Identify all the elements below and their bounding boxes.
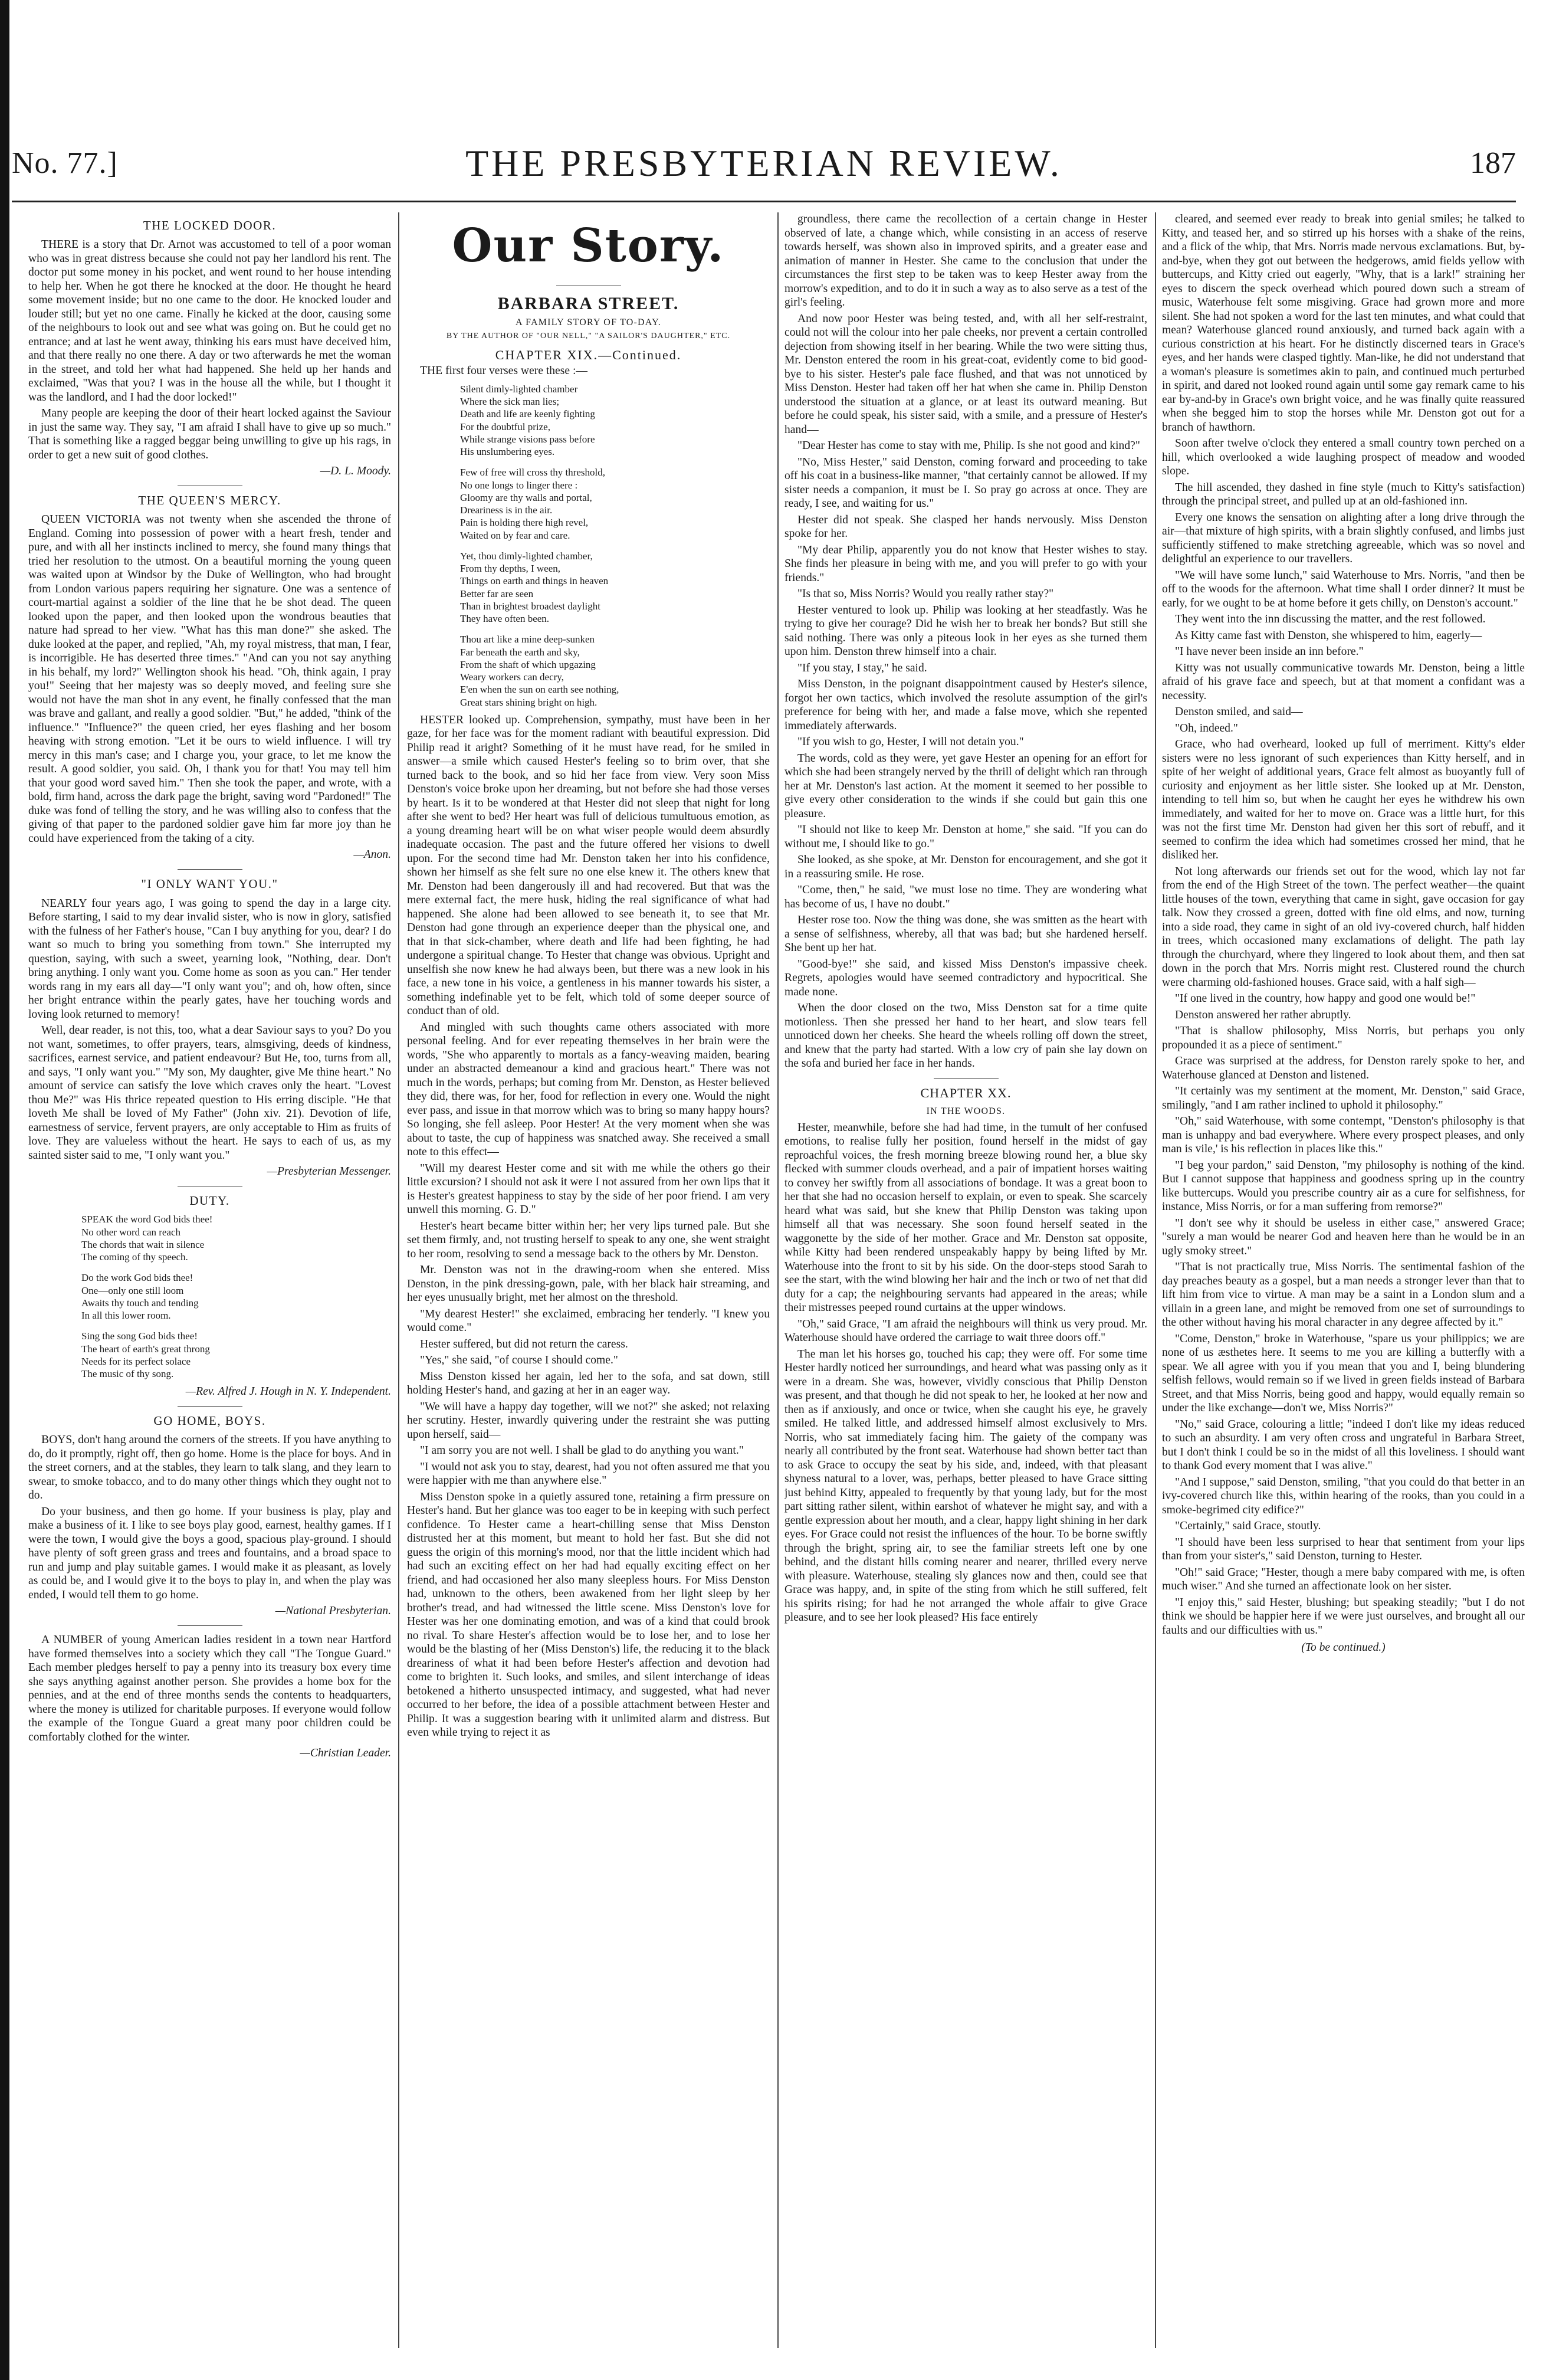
poem-line: Better far are seen: [460, 588, 534, 599]
poem-line: Where the sick man lies;: [460, 396, 560, 408]
chapter-heading: CHAPTER XIX.—Continued.: [495, 348, 682, 363]
poem-line: Weary workers can decry,: [460, 671, 564, 683]
story-paragraph: "Oh," said Waterhouse, with some contempt, "Denston's philosophy is that man is unhappy and bad everywhere. Where every prospect pleases, and only man is vile,' is his reflection in places like this.": [1162, 1115, 1525, 1155]
poem-line: One—only one still loom: [81, 1284, 184, 1296]
column-rule: [398, 212, 399, 2348]
poem-line: Dreariness is in the air.: [460, 504, 553, 516]
story-paragraph: "I don't see why it should be useless in either case," answered Grace; "surely a man would be nearer God and heaven here than he would be in an ugly smoky street.": [1162, 1217, 1525, 1257]
article-paragraph: Many people are keeping the door of their heart locked against the Saviour in just the same way. They say, "I am afraid I shall have to give up so much." That is something like a ragged beggar being unwilling to give up his rags, in order to get a new suit of good clothes.: [28, 407, 391, 461]
story-paragraph: "My dearest Hester!" she exclaimed, embracing her tenderly. "I knew you would come.": [407, 1307, 770, 1335]
story-paragraph: "I am sorry you are not well. I shall be glad to do anything you want.": [420, 1444, 744, 1457]
story-paragraph: "Is that so, Miss Norris? Would you really rather stay?": [797, 588, 1054, 600]
poem-line: Silent dimly-lighted chamber: [460, 383, 578, 395]
story-paragraph: Grace was surprised at the address, for Denston rarely spoke to her, and Waterhouse glanced at Denston and listened.: [1162, 1055, 1525, 1081]
issue-number: No. 77.]: [12, 146, 118, 180]
poem-line: Sing the song God bids thee!: [81, 1330, 198, 1342]
story-paragraph: Mr. Denston was not in the drawing-room when she entered. Miss Denston, in the pink dressing-gown, pale, with her black hair streaming, and her eyes unusually bright, met her almost on the threshold.: [407, 1264, 770, 1304]
story-paragraph: "Come, Denston," broke in Waterhouse, "spare us your philippics; we are none of us æsthetes here. It seems to me you are killing a butterfly with a spear. We all agree with you if you mean that you and I, being blundering selfish fellows, would remain so if we lived in green fields instead of Barbara Street, and that Miss Norris, being good and happy, would equally remain so under the like exchange—don't we, Miss Norris?": [1162, 1332, 1525, 1414]
story-paragraph: "Yes," she said, "of course I should come.": [420, 1354, 618, 1367]
column-1: [28, 212, 391, 2348]
story-paragraph: Every one knows the sensation on alighting after a long drive through the air—that mixture of high spirits, with a brain slightly confused, and limbs just sufficiently stiffened to make stretching agreeable, which was so novel and delightful an experience to our travellers.: [1162, 511, 1525, 565]
story-paragraph: Hester rose too. Now the thing was done, she was smitten as the heart with a sense of selfishness, whereby, all that was bad; but she hardened herself. She bent up her hat.: [784, 914, 1147, 954]
poem-line: Death and life are keenly fighting: [460, 408, 595, 420]
poem-line: Pain is holding there high revel,: [460, 517, 589, 529]
poem-line: SPEAK the word God bids thee!: [81, 1214, 213, 1225]
column-2: [407, 212, 770, 2348]
story-paragraph: Kitty was not usually communicative towards Mr. Denston, being a little afraid of his grave face and speech, but at that moment a confidant was a necessity.: [1162, 661, 1525, 702]
poem-line: Gloomy are thy walls and portal,: [460, 491, 592, 503]
story-paragraph: "Will my dearest Hester come and sit with me while the others go their little excursion? I should not ask it were I not assured from her own lips that it is Hester's greatest happiness to stay by the side of her poor friend. I am very unwell this morning. G. D.": [407, 1162, 770, 1217]
story-paragraph: Grace, who had overheard, looked up full of merriment. Kitty's elder sisters were no less ignorant of such experiences than Kitty herself, and in spite of her weight of additional years, Grace felt almost as buoyantly full of curiosity and enjoyment as her little sister. She looked up at Mr. Denston, intending to tell him so, but when he caught her eyes he withdrew his own immediately, and waited for her to move on. Grace was a little hurt, for this was not the first time Mr. Denston had given her this sort of rebuff, and it seemed to confirm the idea which had sometimes crossed her mind, that he disliked her.: [1162, 738, 1525, 861]
article-title: DUTY.: [189, 1194, 230, 1208]
poem-line: Few of free will cross thy threshold,: [460, 467, 605, 478]
poem-line: The heart of earth's great throng: [81, 1343, 210, 1355]
article-credit: —Anon.: [353, 848, 391, 861]
story-paragraph: "If you stay, I stay," he said.: [797, 661, 927, 674]
story-paragraph: "I enjoy this," said Hester, blushing; but speaking steadily; "but I do not think we should be happier here if we were just ourselves, and brought all our faults and our difficulties with us.": [1162, 1596, 1525, 1637]
story-paragraph: Hester did not speak. She clasped her hands nervously. Miss Denston spoke for her.: [784, 513, 1147, 540]
separator: [178, 1625, 242, 1627]
story-paragraph: "No, Miss Hester," said Denston, coming forward and proceeding to take off his coat in a business-like manner, "that certainly cannot be allowed. If my sister needs a companion, it must be I. So pray go across at once. They are ready, I see, and waiting for us.": [784, 455, 1147, 510]
article-paragraph: BOYS, don't hang around the corners of the streets. If you have anything to do, do it promptly, right off, then go home. Home is the place for boys. And in the street corners, and at the stables, they learn to talk slang, and they learn to swear, to smoke tobacco, and to do many other things which they ought not to do.: [28, 1434, 391, 1502]
page-header: [12, 139, 1516, 198]
poem-line: E'en when the sun on earth see nothing,: [460, 684, 619, 696]
article-credit: —D. L. Moody.: [320, 465, 391, 478]
story-paragraph: "I should not like to keep Mr. Denston at home," she said. "If you can do without me, I should like to go.": [784, 824, 1147, 850]
story-paragraph: "We will have some lunch," said Waterhouse to Mrs. Norris, "and then be off to the woods for the afternoon. What time shall I order dinner? It must be early, for we ought to be at home before it gets chilly, on Denston's account.": [1162, 569, 1525, 609]
poem-line: [460, 542, 770, 550]
poem-line: Do the work God bids thee!: [81, 1272, 193, 1284]
story-paragraph: Miss Denston, in the poignant disappointment caused by Hester's silence, forgot her own tactics, which involved the resolute assumption of the girl's preference for being with her, and made a false move, which she repented immediately afterwards.: [784, 678, 1147, 732]
story-paragraph: She looked, as she spoke, at Mr. Denston for encouragement, and she got it in a reassuring smile. He rose.: [784, 854, 1147, 880]
story-subtitle: A FAMILY STORY OF TO-DAY.: [516, 317, 661, 328]
poem-line: Great stars shining bright on high.: [460, 696, 598, 708]
poem-line: No other word can reach: [81, 1226, 181, 1238]
story-paragraph: Not long afterwards our friends set out for the wood, which lay not far from the end of the High Street of the town. The perfect weather—the quaint little houses of the town, everything that came in sight, gave occasion for gay talk. Now they crossed a green, dotted with fine old elms, and now, turning into a side road, they came in sight of an old ivy-covered church, half hidden in trees, which occasioned many exclamations of delight. The path lay through the churchyard, where they lingered to look about them, and then sat down in the porch that Mrs. Norris might rest. Clustered round the church were charming old-fashioned houses. Grace said, with a half sigh—: [1162, 865, 1525, 989]
story-paragraph: "I should have been less surprised to hear that sentiment from your lips than from your sister's," said Denston, turning to Hester.: [1162, 1536, 1525, 1562]
story-paragraph: "I would not ask you to stay, dearest, had you not often assured me that you were happier with me than anywhere else.": [407, 1460, 770, 1487]
poem-chamber: [460, 383, 770, 709]
separator: [934, 1078, 999, 1079]
story-paragraph: THE first four verses were these :—: [420, 365, 588, 378]
poem-line: The music of thy song.: [81, 1368, 174, 1379]
poem-line: The chords that wait in silence: [81, 1238, 205, 1250]
story-paragraph: Denston answered her rather abruptly.: [1175, 1008, 1351, 1021]
poem-line: From the shaft of which upgazing: [460, 658, 596, 670]
separator: [178, 1186, 242, 1187]
story-paragraph: Miss Denston spoke in a quietly assured tone, retaining a firm pressure on Hester's hand. But her glance was too eager to be in keeping with such perfect confidence. To Hester came a heart-chilling sense that Miss Denston distrusted her at this moment, but meant to hold her fast. But she did not guess the origin of this morning's mood, nor that the little incident which had had such an exciting effect on her had had equally exciting effect on her friend, and had occasioned her also many sleepless hours. For Miss Denston had, unknown to the others, been awakened from her light sleep by her brother's tread, and had witnessed the little scene. Miss Denston's love for Hester was her one dominating emotion, and was of a kind that could brook no rival. To share Hester's affection would be to lose her, and to lose her would be the blasting of her (Miss Denston's) life, the reducing it to the black dreariness of what it had been before Hester's affection and devotion had come to brighten it. Such looks, and smiles, and silent interchange of ideas betokened a hitherto unsuspected intimacy, and suggested, what had never occurred to her before, the idea of a possible attachment between Hester and Philip. It was a suggestion bearing with it unlimited alarm and distress. But even while trying to reject it as: [407, 1490, 770, 1739]
page-number: 187: [1470, 146, 1516, 180]
poem-line: [81, 1322, 391, 1330]
story-paragraph: They went into the inn discussing the matter, and the rest followed.: [1175, 613, 1486, 625]
story-paragraph: "If you wish to go, Hester, I will not detain you.": [797, 736, 1024, 748]
story-paragraph: groundless, there came the recollection of a certain change in Hester observed of late, a change which, while consisting in an access of reserve towards herself, was shown also in improved spirits, and a greater ease and animation of manner in Hester. She came to the conclusion that under the circumstances the first step to be taken was to keep Hester away from the morrow's expedition, and to do it in such a way as to also serve as a test of the girl's feeling.: [784, 213, 1147, 309]
poem-line: Far beneath the earth and sky,: [460, 646, 580, 658]
to-be-continued: (To be continued.): [1301, 1641, 1386, 1654]
header-rule: [12, 201, 1516, 202]
article-paragraph: THERE is a story that Dr. Arnot was accustomed to tell of a poor woman who was in great distress because she could not pay her landlord his rent. The doctor put some money in his pocket, and went round to her house intending to help her. When he got there he knocked at the door. He thought he heard some movement inside; but no one came to the door. He knocked louder and louder still; but yet no one came. Finally he kicked at the door, causing some of the neighbours to look out and see what was going on. But he could get no entrance; and at last he went away, thinking his ears must have deceived him, and that there really no one there. A day or two afterwards he met the woman in the street, and told her what had happened. She held up her hands and exclaimed, "Was that you? I was in the house all the while, but I thought it was the landlord, and I had the door locked!": [28, 238, 391, 404]
story-paragraph: cleared, and seemed ever ready to break into genial smiles; he talked to Kitty, and teased her, and so stirred up his horses with a shake of the reins, and a flick of the whip, that Mrs. Norris made nervous exclamations. But, by-and-bye, when they got out between the hedgerows, amid fields yellow with buttercups, and Kitty cried out eagerly, "Why, that is a lark!" straining her eyes to discern the speck overhead which poured down such a stream of music, Waterhouse felt some misgiving. Grace had grown more and more silent. She had not spoken a word for the last ten minutes, and what could that mean? Waterhouse glanced round anxiously, and turned back again with a curious constriction at his heart. For he distinctly discerned tears in Grace's eyes, and her hands were clasped tightly. Man-like, he did not understand that a woman's pleasure is sometimes akin to pain, and continued much perturbed in spirit, and dared not looked round again until some gay remark came to his ear by-and-by in Grace's own bright voice, and he was finally quite reassured when she begged him to stop the horses while Mr. Denston got out for a branch of hawthorn.: [1162, 213, 1525, 434]
poem-line: [460, 625, 770, 633]
separator: [178, 486, 242, 487]
story-paragraph: "Good-bye!" she said, and kissed Miss Denston's impassive cheek. Regrets, apologies would have seemed contradictory and hypocritical. She made none.: [784, 958, 1147, 998]
story-paragraph: The words, cold as they were, yet gave Hester an opening for an effort for which she had been strangely nerved by the thrill of delight which ran through her at Mr. Denston's last action. At the moment it seemed to her possible to give every other consideration to the winds if she could but gain this one pleasure.: [784, 752, 1147, 820]
story-paragraph: As Kitty came fast with Denston, she whispered to him, eagerly—: [1175, 629, 1482, 642]
column-rule: [1155, 212, 1156, 2348]
article-paragraph: NEARLY four years ago, I was going to spend the day in a large city. Before starting, I said to my dear invalid sister, who is now in glory, satisfied with the fulness of her Father's house, "Can I buy anything for you, dear? I do want so much to bring you something from town." She interrupted my question, saying, with such a sweet, yearning look, "Nothing, dear. Don't bring anything. I only want you. Come home as soon as you can." Her tender words rang in my ears all day—"I only want you"; and oh, how often, since her bright entrance within the pearly gates, have her touching words and loving look returned to memory!: [28, 897, 391, 1021]
story-paragraph: "No," said Grace, colouring a little; "indeed I don't like my ideas reduced to such an absurdity. I am very often cross and ungrateful in Barbara Street, but I don't think I could be so in the midst of all this loveliness. I should want to thank God every moment that I was alive.": [1162, 1418, 1525, 1472]
story-paragraph: "That is not practically true, Miss Norris. The sentimental fashion of the day preaches beauty as a gospel, but a man needs a stronger lever than that to lift him from vice to virtue. A man may be a saint in a London slum and a villain in a green lane, and might be removed from one set of surroundings to the other without having his moral character in any degree affected by it.": [1162, 1261, 1525, 1329]
article-title: THE LOCKED DOOR.: [143, 218, 277, 232]
poem-line: Awaits thy touch and tending: [81, 1297, 199, 1309]
story-paragraph: "And I suppose," said Denston, smiling, "that you could do that better in an ivy-covered church like this, within hearing of the rooks, than you could in a smoke-begrimed city edifice?": [1162, 1476, 1525, 1516]
story-paragraph: "Come, then," he said, "we must lose no time. They are wondering what has become of us, I have no doubt.": [784, 884, 1147, 910]
story-paragraph: "Oh!" said Grace; "Hester, though a mere baby compared with me, is often much wiser." And she turned an affectionate look on her sister.: [1162, 1566, 1525, 1592]
column-rule: [777, 212, 779, 2348]
poem-line: His unslumbering eyes.: [460, 446, 555, 458]
article-paragraph: Do your business, and then go home. If your business is play, play and make a business of it. I like to see boys play good, earnest, healthy games. If I were the town, I would give the boys a good, spacious play-ground. I should have plenty of soft green grass and trees and fountains, and a broad space to run and jump and play suitable games. I would make it as pleasant, as lovely as could be, and I would give it to the boys to play in, and when the play was ended, I would tell them to go home.: [28, 1505, 391, 1601]
separator: [556, 286, 621, 287]
story-paragraph: "Oh," said Grace, "I am afraid the neighbours will think us very proud. Mr. Waterhouse should have ordered the carriage to wait three doors off.": [784, 1317, 1147, 1345]
story-paragraph: Soon after twelve o'clock they entered a small country town perched on a hill, which overlooked a wide laughing prospect of meadow and wooded slope.: [1162, 437, 1525, 477]
poem-line: No one longs to linger there :: [460, 479, 578, 491]
story-paragraph: "That is shallow philosophy, Miss Norris, but perhaps you only propounded it as a piece of sentiment.": [1162, 1025, 1525, 1051]
story-paragraph: "Dear Hester has come to stay with me, Philip. Is she not good and kind?": [797, 440, 1140, 452]
story-paragraph: Hester suffered, but did not return the caress.: [420, 1337, 628, 1350]
story-paragraph: Hester, meanwhile, before she had had time, in the tumult of her confused emotions, to realise fully her position, found herself in the midst of gay reproachful voices, the fresh morning breeze blowing round her, a blue sky flecked with summer clouds overhead, and a pair of impatient horses waiting to convey her swiftly from all associations of bondage. It was a great boon to her that she had no occasion herself to explain, or even to speak. She scarcely heard what was said, but she knew that Philip Denston was taking upon himself all that was necessary. She soon found herself seated in the waggonette by the side of her mother. Grace and Mr. Denston sat opposite, while Kitty had been rendered unspeakably happy by being lifted by Mr. Waterhouse into the front to sit by his side. On the door-steps stood Sarah to see the start, with the wind blowing her hair and the inch or two of net that did duty for a cap; the neighbouring servants had appeared in the areas; while their mistresses peeped round curtains at the upper windows.: [784, 1121, 1147, 1314]
poem-line: From thy depths, I ween,: [460, 563, 560, 575]
column-4: [1162, 212, 1525, 2348]
poem-line: [81, 1263, 391, 1271]
article-paragraph: A NUMBER of young American ladies resident in a town near Hartford have formed themselves into a society which they call "The Tongue Guard." Each member pledges herself to pay a penny into its treasury box every time she says anything against another person. She provides a home box for the pennies, and at the end of three months sends the contents to headquarters, where the money is utilized for charitable purposes. If everyone would follow the example of the Tongue Guard a great many poor children could be comfortably clothed for the winter.: [28, 1634, 391, 1743]
article-paragraph: QUEEN VICTORIA was not twenty when she ascended the throne of England. Coming into possession of power with a heart fresh, tender and pure, and with all her instincts inclined to mercy, she found many things that tried her resolution to the utmost. On a beautiful morning the young queen was waited upon at Windsor by the Duke of Wellington, who had brought from London various papers requiring her signature. One was a sentence of court-martial against a soldier of the line that he be shot dead. The queen looked upon the paper, and then looked upon the wondrous beauties that nature had spread to her view. "What has this man done?" she asked. The duke looked at the paper, and replied, "Ah, my royal mistress, that man, I fear, is incorrigible. He has deserted three times." "And can you not say anything in his behalf, my lord?" Wellington shook his head. "Oh, think again, I pray you!" Seeing that her majesty was so deeply moved, and feeling sure she would not have the man shot in any event, he finally confessed that the man was brave and gallant, and really a good soldier. "But," he added, "think of the influence." "Influence?" the queen cried, her eyes flashing and her bosom heaving with strong emotion. "Let it be ours to wield influence. I will try mercy in this man's case; and I charge you, your grace, to let me know the result. A good soldier, you said. Oh, I thank you for that! You may tell him that your good word saved him." Then she took the paper, and wrote, with a bold, firm hand, across the dark page the bright, saving word "Pardoned!" The duke was fond of telling the story, and he was willing also to confess that the giving of that paper to the pardoned soldier gave him far more joy than he could have experienced from the taking of a city.: [28, 513, 391, 845]
story-paragraph: "I beg your pardon," said Denston, "my philosophy is nothing of the kind. But I cannot suppose that happiness and goodness spring up in the country like buttercups. Would you prescribe country air as a cure for selfishness, for instance, Miss Norris, or for a man suffering from remorse?": [1162, 1159, 1525, 1213]
article-credit: —Rev. Alfred J. Hough in N. Y. Independent.: [185, 1385, 391, 1398]
poem-line: Thou art like a mine deep-sunken: [460, 634, 595, 645]
story-title: BARBARA STREET.: [497, 294, 679, 314]
binding-edge: [0, 0, 9, 2380]
chapter-heading: CHAPTER XX.: [920, 1086, 1012, 1100]
poem-line: The coming of thy speech.: [81, 1251, 188, 1263]
poem-line: While strange visions pass before: [460, 433, 595, 445]
column-3: [784, 212, 1147, 2348]
story-paragraph: HESTER looked up. Comprehension, sympathy, must have been in her gaze, for her face was for the moment radiant with beautiful expression. Did Philip read it aright? Something of it he must have read, for he smiled in answer—a smile which caused Hester's feeling so to brim over, that she turned back to the book, and so hid her face from view. Very soon Miss Denston's voice broke upon her dreaming, but not before she had those verses by heart. Is it to be wondered at that Hester did not sleep that night for long after she went to bed? Her heart was full of delicious tumultuous emotion, as a young dreaming heart will be on what wiser people would deem absurdly inadequate occasion. The past and the future offered her visions to dwell upon. For the second time had Mr. Denston taken her into his confidence, shown her himself as she felt sure no one else knew it. The others knew that Mr. Denston had been dangerously ill and had recovered. But that was the mere external fact, the mere husk, hiding the real significance of what had happened. She alone had been allowed to see beneath it, to see that Mr. Denston had gone through an experience deeper than the physical one, and that in that sick-chamber, where death and life had been fighting, he had undergone a spiritual change. To Hester that change was obvious. Upright and unselfish she now knew he had always been, but there was a new look in his face, a new tone in his voice, a gentleness in his manner towards his sister, a something indefinable yet to be felt, which told of some deeper source of conduct than of old.: [407, 713, 770, 1018]
story-paragraph: Hester's heart became bitter within her; her very lips turned pale. But she set them firmly, and, not trusting herself to speak to any one, she went straight to her room, resolving to send a message back to the others by Mr. Denston.: [407, 1219, 770, 1260]
poem-line: In all this lower room.: [81, 1310, 171, 1321]
article-credit: —Christian Leader.: [300, 1747, 391, 1760]
story-paragraph: Denston smiled, and said—: [1175, 706, 1303, 718]
poem-line: Things on earth and things in heaven: [460, 575, 609, 587]
story-paragraph: "If one lived in the country, how happy and good one would be!": [1175, 992, 1476, 1005]
poem-line: For the doubtful prize,: [460, 421, 550, 432]
story-byline: BY THE AUTHOR OF "OUR NELL," "A SAILOR'S DAUGHTER," ETC.: [446, 332, 731, 341]
publication-title: THE PRESBYTERIAN REVIEW.: [465, 142, 1062, 184]
article-title: "I ONLY WANT YOU.": [141, 877, 278, 891]
chapter-subtitle: IN THE WOODS.: [926, 1106, 1006, 1117]
story-paragraph: Miss Denston kissed her again, led her to the sofa, and sat down, still holding Hester's hand, and gazing at her in an eager way.: [407, 1370, 770, 1397]
article-credit: —National Presbyterian.: [275, 1605, 391, 1618]
article-title: GO HOME, BOYS.: [153, 1414, 266, 1428]
article-credit: —Presbyterian Messenger.: [267, 1165, 391, 1178]
poem-line: Waited on by fear and care.: [460, 529, 570, 541]
story-paragraph: The man let his horses go, touched his cap; they were off. For some time Hester hardly noticed her surroundings, and heard what was passing only as it were in a dream. She was, however, vividly conscious that Philip Denston was present, and that though he did not speak to her, he looked at her now and then as if anxiously, and once or twice, when she caught his eye, he gravely smiled. He talked little, and addressed himself almost exclusively to Mrs. Norris, who sat immediately facing him. The gaiety of the company was nearly all contributed by the front seat. Waterhouse had shown better tact than to ask Grace to occupy the seat by his side, and, indeed, with that pleasant shyness natural to a lover, was, perhaps, better pleased to have Grace sitting just behind Kitty, appealed to frequently by that young lady, but for the most part sitting rather silent, within earshot of whatever he might say, and with a gentle expression about her mouth, and a clear, happy light shining in her dark eyes. For Grace could not resist the influences of the hour. To be borne swiftly through the bright, spring air, to see the familiar streets left one by one behind, and the distant hills coming nearer and nearer, thrilled every nerve with pleasure. Waterhouse, stealing sly glances now and then, could see that Grace was happy, and, in spite of the sting from which he still suffered, felt his spirits rising; for had he not arranged the whole affair to give Grace pleasure, and to see her look pleased? His face entirely: [784, 1348, 1147, 1624]
story-paragraph: "I have never been inside an inn before.": [1175, 645, 1364, 658]
poem-line: Yet, thou dimly-lighted chamber,: [460, 550, 593, 562]
article-paragraph: Well, dear reader, is not this, too, what a dear Saviour says to you? Do you not want, sometimes, to offer prayers, tears, almsgiving, deeds of kindness, sacrifices, earnest service, and patient endeavour? But He, too, turns from all, and says, "I only want you." "My son, My daughter, give Me thine heart." No amount of service can satisfy the love which craves only the heart. "Lovest thou Me?" was His thrice repeated question to His erring disciple. "He that loveth Me shall be loved of My Father" (John xiv. 21). Devotion of life, earnestness of service, fervent prayers, are only acceptable to Him as fruits of love. They are valueless without the heart. He says to each of us, as my sainted sister said to me, "I only want you.": [28, 1024, 391, 1162]
poem-line: They have often been.: [460, 613, 550, 625]
section-heading: Our Story.: [452, 219, 725, 273]
poem-line: Needs for its perfect solace: [81, 1355, 191, 1367]
story-paragraph: "It certainly was my sentiment at the moment, Mr. Denston," said Grace, smilingly, "and I am rather inclined to uphold it philosophy.": [1162, 1085, 1525, 1112]
poem-line: Than in brightest broadest daylight: [460, 600, 600, 612]
story-paragraph: And now poor Hester was being tested, and, with all her self-restraint, could not will the colour into her pale cheeks, nor prevent a certain controlled dejection from showing itself in her bearing. While the two were sitting thus, Mr. Denston entered the room in his great-coat, evidently come to bid good-bye to his sister. Hester's pale face flushed, and that was not unnoticed by Miss Denston. Hester had taken off her hat when she came in. Philip Denston understood the situation at a glance, or at least its outward meaning. But before he could speak, his sister said, with a smile, and a pressure of Hester's hand—: [784, 312, 1147, 436]
story-paragraph: Hester ventured to look up. Philip was looking at her steadfastly. Was he trying to give her courage? Did he wish her to break her bonds? But still she said nothing. There was only a piteous look in her eyes as she turned them upon him. Denston threw himself into a chair.: [784, 604, 1147, 658]
poem-duty: [81, 1213, 391, 1380]
poem-line: [460, 458, 770, 466]
story-paragraph: The hill ascended, they dashed in fine style (much to Kitty's satisfaction) through the principal street, and pulled up at an old-fashioned inn.: [1162, 481, 1525, 507]
story-paragraph: And mingled with such thoughts came others associated with more personal feeling. And for ever repeating themselves in her brain were the words, "She who apparently to mortals as a fancy-weaving maiden, bearing under an abstracted demeanour a kind and gracious heart." There was not much in the words, perhaps; but coming from Mr. Denston, as Hester believed they did, there was, for her, food for reflection in every one. Would the night ever pass, and issue in that morrow which was to bring so many happy hours? So longing, she fell asleep. Poor Hester! At the very moment when she was about to taste, the cup of happiness was snatched away. She received a small note to this effect—: [407, 1021, 770, 1159]
story-paragraph: "We will have a happy day together, will we not?" she asked; not relaxing her scrutiny. Hester, inwardly quivering under the restraint she was putting upon herself, said—: [407, 1400, 770, 1441]
story-paragraph: "Certainly," said Grace, stoutly.: [1175, 1520, 1321, 1532]
story-paragraph: "My dear Philip, apparently you do not know that Hester wishes to stay. She finds her pleasure in being with me, and you will prefer to go with your friends.": [784, 543, 1147, 584]
story-paragraph: "Oh, indeed.": [1175, 722, 1238, 735]
separator: [178, 1406, 242, 1407]
separator: [178, 869, 242, 870]
article-title: THE QUEEN'S MERCY.: [138, 493, 281, 508]
story-paragraph: When the door closed on the two, Miss Denston sat for a time quite motionless. Then she pressed her hand to her heart, and slow tears fell unnoticed down her cheeks. She heard the wheels rolling off down the street, and knew that the party had started. With a low cry of pain she lay down on the sofa and buried her face in her hands.: [784, 1002, 1147, 1070]
